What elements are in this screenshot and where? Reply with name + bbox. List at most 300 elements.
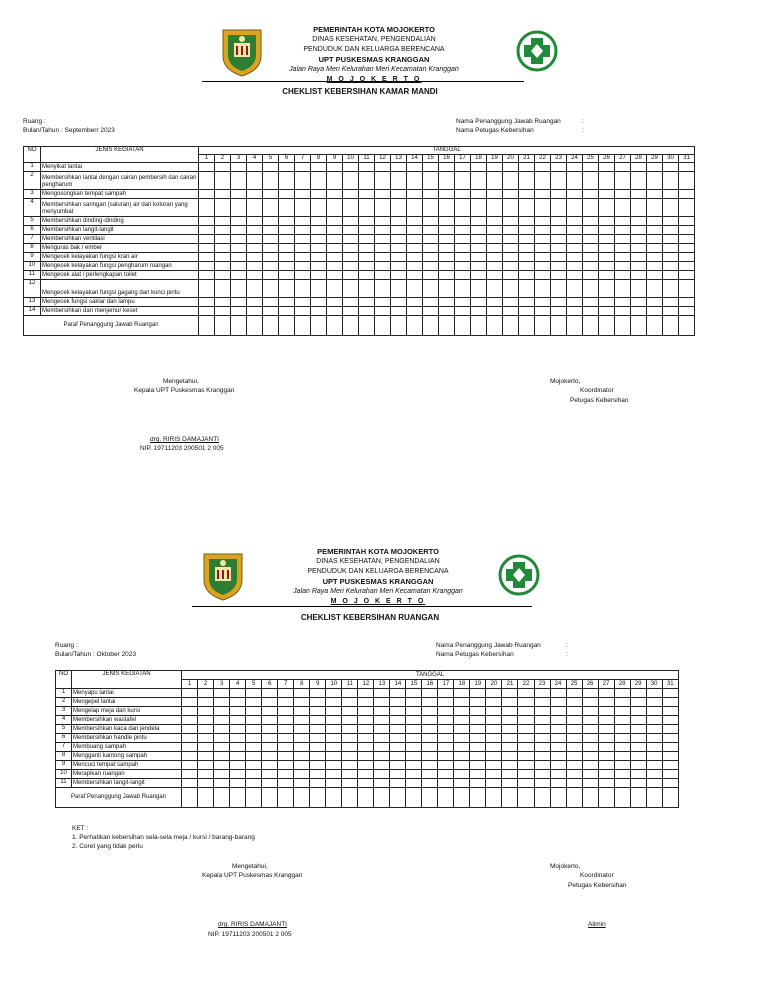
check-cell[interactable] [582, 734, 598, 743]
check-cell[interactable] [599, 262, 615, 271]
check-cell[interactable] [630, 743, 646, 752]
check-cell[interactable] [438, 779, 454, 788]
check-cell[interactable] [567, 163, 583, 172]
check-cell[interactable] [327, 199, 343, 217]
check-cell[interactable] [647, 262, 663, 271]
check-cell[interactable] [407, 190, 423, 199]
check-cell[interactable] [614, 716, 630, 725]
check-cell[interactable] [247, 280, 263, 298]
check-cell[interactable] [630, 716, 646, 725]
check-cell[interactable] [551, 307, 567, 316]
check-cell[interactable] [406, 689, 422, 698]
check-cell[interactable] [231, 199, 247, 217]
check-cell[interactable] [327, 235, 343, 244]
check-cell[interactable] [630, 707, 646, 716]
check-cell[interactable] [550, 734, 566, 743]
check-cell[interactable] [471, 172, 487, 190]
check-cell[interactable] [502, 770, 518, 779]
paraf-cell[interactable] [615, 316, 631, 336]
check-cell[interactable] [310, 779, 326, 788]
check-cell[interactable] [310, 698, 326, 707]
check-cell[interactable] [327, 190, 343, 199]
check-cell[interactable] [246, 770, 262, 779]
check-cell[interactable] [199, 244, 215, 253]
check-cell[interactable] [231, 262, 247, 271]
check-cell[interactable] [214, 698, 230, 707]
check-cell[interactable] [214, 779, 230, 788]
check-cell[interactable] [503, 244, 519, 253]
check-cell[interactable] [454, 779, 470, 788]
check-cell[interactable] [486, 752, 502, 761]
check-cell[interactable] [295, 217, 311, 226]
check-cell[interactable] [567, 280, 583, 298]
check-cell[interactable] [359, 172, 375, 190]
check-cell[interactable] [550, 689, 566, 698]
check-cell[interactable] [326, 716, 342, 725]
check-cell[interactable] [663, 217, 679, 226]
check-cell[interactable] [374, 770, 390, 779]
check-cell[interactable] [374, 689, 390, 698]
check-cell[interactable] [598, 734, 614, 743]
check-cell[interactable] [470, 770, 486, 779]
check-cell[interactable] [230, 743, 246, 752]
check-cell[interactable] [454, 698, 470, 707]
paraf-cell[interactable] [231, 316, 247, 336]
check-cell[interactable] [614, 698, 630, 707]
check-cell[interactable] [615, 262, 631, 271]
check-cell[interactable] [663, 226, 679, 235]
check-cell[interactable] [646, 743, 662, 752]
check-cell[interactable] [663, 163, 679, 172]
check-cell[interactable] [343, 244, 359, 253]
check-cell[interactable] [583, 190, 599, 199]
check-cell[interactable] [182, 770, 198, 779]
check-cell[interactable] [391, 172, 407, 190]
check-cell[interactable] [310, 752, 326, 761]
check-cell[interactable] [278, 725, 294, 734]
check-cell[interactable] [630, 752, 646, 761]
check-cell[interactable] [311, 262, 327, 271]
check-cell[interactable] [358, 707, 374, 716]
check-cell[interactable] [662, 752, 678, 761]
check-cell[interactable] [262, 752, 278, 761]
check-cell[interactable] [374, 725, 390, 734]
check-cell[interactable] [518, 689, 534, 698]
check-cell[interactable] [279, 172, 295, 190]
check-cell[interactable] [295, 307, 311, 316]
check-cell[interactable] [502, 689, 518, 698]
check-cell[interactable] [391, 163, 407, 172]
check-cell[interactable] [391, 226, 407, 235]
check-cell[interactable] [502, 716, 518, 725]
check-cell[interactable] [215, 235, 231, 244]
check-cell[interactable] [471, 280, 487, 298]
check-cell[interactable] [566, 743, 582, 752]
check-cell[interactable] [599, 253, 615, 262]
check-cell[interactable] [407, 199, 423, 217]
check-cell[interactable] [358, 761, 374, 770]
check-cell[interactable] [423, 262, 439, 271]
check-cell[interactable] [423, 199, 439, 217]
check-cell[interactable] [407, 163, 423, 172]
check-cell[interactable] [278, 689, 294, 698]
check-cell[interactable] [631, 262, 647, 271]
check-cell[interactable] [471, 217, 487, 226]
paraf-cell[interactable] [278, 788, 294, 808]
check-cell[interactable] [567, 226, 583, 235]
check-cell[interactable] [583, 199, 599, 217]
check-cell[interactable] [662, 770, 678, 779]
check-cell[interactable] [199, 199, 215, 217]
check-cell[interactable] [438, 725, 454, 734]
paraf-cell[interactable] [614, 788, 630, 808]
check-cell[interactable] [454, 734, 470, 743]
check-cell[interactable] [487, 190, 503, 199]
check-cell[interactable] [679, 199, 695, 217]
check-cell[interactable] [279, 226, 295, 235]
check-cell[interactable] [439, 253, 455, 262]
check-cell[interactable] [599, 307, 615, 316]
check-cell[interactable] [470, 698, 486, 707]
check-cell[interactable] [471, 190, 487, 199]
check-cell[interactable] [486, 761, 502, 770]
check-cell[interactable] [262, 761, 278, 770]
check-cell[interactable] [502, 761, 518, 770]
check-cell[interactable] [679, 190, 695, 199]
check-cell[interactable] [214, 725, 230, 734]
check-cell[interactable] [294, 761, 310, 770]
check-cell[interactable] [262, 770, 278, 779]
check-cell[interactable] [470, 707, 486, 716]
check-cell[interactable] [390, 716, 406, 725]
check-cell[interactable] [423, 307, 439, 316]
paraf-cell[interactable] [198, 788, 214, 808]
check-cell[interactable] [263, 298, 279, 307]
check-cell[interactable] [262, 689, 278, 698]
check-cell[interactable] [599, 298, 615, 307]
check-cell[interactable] [262, 698, 278, 707]
check-cell[interactable] [583, 235, 599, 244]
paraf-cell[interactable] [582, 788, 598, 808]
check-cell[interactable] [231, 271, 247, 280]
check-cell[interactable] [343, 163, 359, 172]
check-cell[interactable] [342, 689, 358, 698]
paraf-cell[interactable] [182, 788, 198, 808]
paraf-cell[interactable] [262, 788, 278, 808]
check-cell[interactable] [358, 734, 374, 743]
check-cell[interactable] [630, 725, 646, 734]
check-cell[interactable] [359, 244, 375, 253]
check-cell[interactable] [567, 307, 583, 316]
check-cell[interactable] [631, 199, 647, 217]
check-cell[interactable] [470, 689, 486, 698]
check-cell[interactable] [502, 734, 518, 743]
check-cell[interactable] [519, 190, 535, 199]
check-cell[interactable] [214, 752, 230, 761]
check-cell[interactable] [247, 307, 263, 316]
check-cell[interactable] [631, 298, 647, 307]
check-cell[interactable] [423, 253, 439, 262]
paraf-cell[interactable] [407, 316, 423, 336]
check-cell[interactable] [614, 770, 630, 779]
check-cell[interactable] [199, 271, 215, 280]
check-cell[interactable] [663, 199, 679, 217]
check-cell[interactable] [294, 743, 310, 752]
check-cell[interactable] [647, 244, 663, 253]
check-cell[interactable] [342, 707, 358, 716]
check-cell[interactable] [583, 163, 599, 172]
check-cell[interactable] [198, 752, 214, 761]
check-cell[interactable] [502, 707, 518, 716]
check-cell[interactable] [679, 244, 695, 253]
check-cell[interactable] [566, 707, 582, 716]
check-cell[interactable] [615, 190, 631, 199]
check-cell[interactable] [535, 199, 551, 217]
paraf-cell[interactable] [662, 788, 678, 808]
check-cell[interactable] [247, 190, 263, 199]
check-cell[interactable] [422, 725, 438, 734]
check-cell[interactable] [342, 725, 358, 734]
check-cell[interactable] [375, 271, 391, 280]
check-cell[interactable] [662, 725, 678, 734]
check-cell[interactable] [310, 761, 326, 770]
paraf-cell[interactable] [550, 788, 566, 808]
check-cell[interactable] [439, 217, 455, 226]
check-cell[interactable] [566, 725, 582, 734]
check-cell[interactable] [502, 743, 518, 752]
check-cell[interactable] [246, 698, 262, 707]
check-cell[interactable] [598, 752, 614, 761]
check-cell[interactable] [599, 199, 615, 217]
check-cell[interactable] [262, 779, 278, 788]
check-cell[interactable] [679, 172, 695, 190]
check-cell[interactable] [391, 298, 407, 307]
check-cell[interactable] [567, 298, 583, 307]
check-cell[interactable] [454, 725, 470, 734]
check-cell[interactable] [310, 707, 326, 716]
check-cell[interactable] [247, 163, 263, 172]
check-cell[interactable] [647, 280, 663, 298]
check-cell[interactable] [551, 172, 567, 190]
check-cell[interactable] [230, 689, 246, 698]
check-cell[interactable] [198, 716, 214, 725]
check-cell[interactable] [343, 307, 359, 316]
check-cell[interactable] [326, 743, 342, 752]
check-cell[interactable] [198, 779, 214, 788]
check-cell[interactable] [439, 190, 455, 199]
paraf-cell[interactable] [454, 788, 470, 808]
check-cell[interactable] [631, 280, 647, 298]
check-cell[interactable] [230, 770, 246, 779]
check-cell[interactable] [294, 716, 310, 725]
check-cell[interactable] [199, 280, 215, 298]
check-cell[interactable] [647, 226, 663, 235]
check-cell[interactable] [598, 725, 614, 734]
paraf-cell[interactable] [438, 788, 454, 808]
check-cell[interactable] [518, 779, 534, 788]
check-cell[interactable] [343, 226, 359, 235]
check-cell[interactable] [422, 743, 438, 752]
check-cell[interactable] [503, 190, 519, 199]
paraf-cell[interactable] [199, 316, 215, 336]
check-cell[interactable] [263, 307, 279, 316]
check-cell[interactable] [263, 271, 279, 280]
check-cell[interactable] [342, 734, 358, 743]
check-cell[interactable] [311, 172, 327, 190]
check-cell[interactable] [279, 280, 295, 298]
check-cell[interactable] [359, 190, 375, 199]
paraf-cell[interactable] [247, 316, 263, 336]
paraf-cell[interactable] [551, 316, 567, 336]
check-cell[interactable] [246, 707, 262, 716]
paraf-cell[interactable] [263, 316, 279, 336]
check-cell[interactable] [215, 262, 231, 271]
check-cell[interactable] [375, 199, 391, 217]
check-cell[interactable] [470, 725, 486, 734]
check-cell[interactable] [598, 698, 614, 707]
check-cell[interactable] [358, 743, 374, 752]
check-cell[interactable] [215, 307, 231, 316]
check-cell[interactable] [375, 235, 391, 244]
check-cell[interactable] [311, 307, 327, 316]
check-cell[interactable] [598, 689, 614, 698]
check-cell[interactable] [359, 262, 375, 271]
check-cell[interactable] [406, 716, 422, 725]
paraf-cell[interactable] [455, 316, 471, 336]
check-cell[interactable] [390, 770, 406, 779]
check-cell[interactable] [439, 172, 455, 190]
check-cell[interactable] [438, 707, 454, 716]
check-cell[interactable] [230, 716, 246, 725]
check-cell[interactable] [182, 716, 198, 725]
check-cell[interactable] [390, 734, 406, 743]
check-cell[interactable] [262, 707, 278, 716]
check-cell[interactable] [471, 244, 487, 253]
check-cell[interactable] [262, 734, 278, 743]
check-cell[interactable] [551, 163, 567, 172]
check-cell[interactable] [374, 779, 390, 788]
paraf-cell[interactable] [471, 316, 487, 336]
check-cell[interactable] [599, 271, 615, 280]
paraf-cell[interactable] [246, 788, 262, 808]
check-cell[interactable] [471, 271, 487, 280]
check-cell[interactable] [582, 752, 598, 761]
check-cell[interactable] [374, 716, 390, 725]
check-cell[interactable] [214, 707, 230, 716]
check-cell[interactable] [535, 280, 551, 298]
check-cell[interactable] [198, 698, 214, 707]
paraf-cell[interactable] [439, 316, 455, 336]
check-cell[interactable] [470, 743, 486, 752]
check-cell[interactable] [358, 716, 374, 725]
check-cell[interactable] [263, 280, 279, 298]
check-cell[interactable] [407, 226, 423, 235]
check-cell[interactable] [438, 689, 454, 698]
check-cell[interactable] [535, 226, 551, 235]
paraf-cell[interactable] [359, 316, 375, 336]
check-cell[interactable] [422, 689, 438, 698]
check-cell[interactable] [311, 199, 327, 217]
check-cell[interactable] [391, 244, 407, 253]
check-cell[interactable] [662, 707, 678, 716]
check-cell[interactable] [310, 725, 326, 734]
check-cell[interactable] [487, 280, 503, 298]
check-cell[interactable] [486, 707, 502, 716]
check-cell[interactable] [486, 779, 502, 788]
check-cell[interactable] [246, 725, 262, 734]
check-cell[interactable] [599, 217, 615, 226]
check-cell[interactable] [231, 244, 247, 253]
check-cell[interactable] [535, 262, 551, 271]
check-cell[interactable] [662, 761, 678, 770]
check-cell[interactable] [535, 253, 551, 262]
check-cell[interactable] [455, 163, 471, 172]
check-cell[interactable] [342, 752, 358, 761]
check-cell[interactable] [503, 271, 519, 280]
paraf-cell[interactable] [343, 316, 359, 336]
check-cell[interactable] [294, 734, 310, 743]
check-cell[interactable] [567, 217, 583, 226]
check-cell[interactable] [487, 226, 503, 235]
check-cell[interactable] [263, 262, 279, 271]
check-cell[interactable] [455, 253, 471, 262]
check-cell[interactable] [455, 190, 471, 199]
check-cell[interactable] [518, 707, 534, 716]
check-cell[interactable] [518, 716, 534, 725]
check-cell[interactable] [327, 172, 343, 190]
check-cell[interactable] [342, 779, 358, 788]
check-cell[interactable] [343, 298, 359, 307]
check-cell[interactable] [615, 244, 631, 253]
check-cell[interactable] [646, 734, 662, 743]
check-cell[interactable] [662, 716, 678, 725]
check-cell[interactable] [486, 716, 502, 725]
check-cell[interactable] [327, 163, 343, 172]
check-cell[interactable] [663, 280, 679, 298]
check-cell[interactable] [471, 253, 487, 262]
check-cell[interactable] [438, 716, 454, 725]
check-cell[interactable] [631, 190, 647, 199]
check-cell[interactable] [182, 707, 198, 716]
check-cell[interactable] [422, 707, 438, 716]
check-cell[interactable] [406, 734, 422, 743]
check-cell[interactable] [279, 163, 295, 172]
check-cell[interactable] [295, 280, 311, 298]
check-cell[interactable] [567, 253, 583, 262]
paraf-cell[interactable] [631, 316, 647, 336]
check-cell[interactable] [631, 235, 647, 244]
check-cell[interactable] [454, 743, 470, 752]
check-cell[interactable] [407, 235, 423, 244]
check-cell[interactable] [503, 217, 519, 226]
check-cell[interactable] [390, 698, 406, 707]
check-cell[interactable] [182, 779, 198, 788]
check-cell[interactable] [583, 280, 599, 298]
check-cell[interactable] [407, 172, 423, 190]
check-cell[interactable] [326, 707, 342, 716]
check-cell[interactable] [439, 163, 455, 172]
check-cell[interactable] [407, 244, 423, 253]
check-cell[interactable] [375, 244, 391, 253]
check-cell[interactable] [471, 262, 487, 271]
check-cell[interactable] [230, 698, 246, 707]
check-cell[interactable] [534, 689, 550, 698]
check-cell[interactable] [679, 280, 695, 298]
check-cell[interactable] [423, 235, 439, 244]
check-cell[interactable] [583, 307, 599, 316]
check-cell[interactable] [294, 689, 310, 698]
check-cell[interactable] [646, 707, 662, 716]
